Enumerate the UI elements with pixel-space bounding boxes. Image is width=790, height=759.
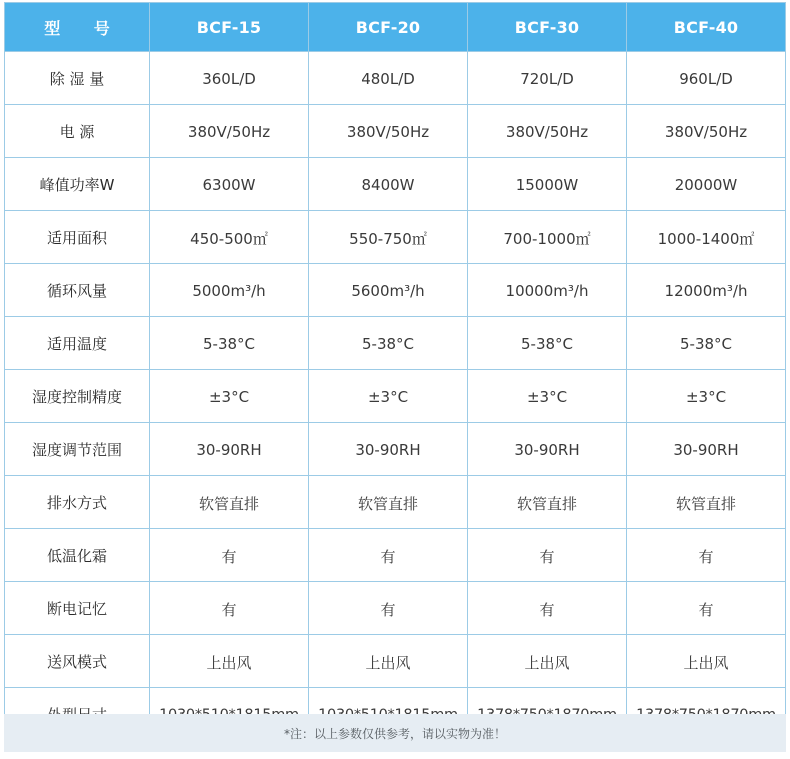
row-label: 低温化霜: [5, 529, 150, 582]
table-cell: 有: [468, 582, 627, 635]
spec-table: [4, 2, 786, 741]
row-label: 适用温度: [5, 317, 150, 370]
table-cell: 700-1000㎡: [468, 211, 627, 264]
table-cell: 软管直排: [309, 476, 468, 529]
table-cell: 960L/D: [627, 52, 786, 105]
table-cell: 550-750㎡: [309, 211, 468, 264]
table-cell: ±3°C: [627, 370, 786, 423]
table-row: [5, 317, 786, 370]
table-cell: 1000-1400㎡: [627, 211, 786, 264]
table-cell: 软管直排: [468, 476, 627, 529]
table-cell: 5-38°C: [309, 317, 468, 370]
table-cell: 上出风: [468, 635, 627, 688]
header-model: BCF-20: [309, 3, 468, 52]
table-cell: 450-500㎡: [150, 211, 309, 264]
table-cell: 5-38°C: [150, 317, 309, 370]
table-cell: 有: [309, 582, 468, 635]
row-label: 排水方式: [5, 476, 150, 529]
table-cell: 6300W: [150, 158, 309, 211]
table-cell: 上出风: [150, 635, 309, 688]
table-cell: 有: [150, 582, 309, 635]
table-cell: 有: [468, 529, 627, 582]
row-label: 循环风量: [5, 264, 150, 317]
table-cell: ±3°C: [309, 370, 468, 423]
table-row: [5, 52, 786, 105]
row-label: 送风模式: [5, 635, 150, 688]
table-row: [5, 476, 786, 529]
table-cell: 380V/50Hz: [150, 105, 309, 158]
row-label: 电 源: [5, 105, 150, 158]
table-cell: 30-90RH: [627, 423, 786, 476]
table-cell: 380V/50Hz: [468, 105, 627, 158]
row-label: 湿度调节范围: [5, 423, 150, 476]
table-cell: 上出风: [309, 635, 468, 688]
table-cell: 软管直排: [150, 476, 309, 529]
table-cell: 360L/D: [150, 52, 309, 105]
table-row: [5, 370, 786, 423]
table-cell: 10000m³/h: [468, 264, 627, 317]
spec-table-body: [5, 52, 786, 741]
table-cell: 15000W: [468, 158, 627, 211]
header-label: 型 号: [5, 3, 150, 52]
footnote: *注：以上参数仅供参考，请以实物为准！: [4, 714, 786, 752]
table-row: [5, 105, 786, 158]
table-cell: 5600m³/h: [309, 264, 468, 317]
row-label: 除 湿 量: [5, 52, 150, 105]
table-row: [5, 582, 786, 635]
table-cell: 5-38°C: [627, 317, 786, 370]
table-cell: 480L/D: [309, 52, 468, 105]
table-cell: 5000m³/h: [150, 264, 309, 317]
header-model: BCF-15: [150, 3, 309, 52]
table-cell: 380V/50Hz: [627, 105, 786, 158]
table-cell: 8400W: [309, 158, 468, 211]
table-cell: 720L/D: [468, 52, 627, 105]
table-cell: 12000m³/h: [627, 264, 786, 317]
row-label: 峰值功率W: [5, 158, 150, 211]
table-cell: 380V/50Hz: [309, 105, 468, 158]
table-row: [5, 635, 786, 688]
table-cell: 上出风: [627, 635, 786, 688]
table-cell: 30-90RH: [309, 423, 468, 476]
table-cell: 有: [627, 529, 786, 582]
table-cell: 有: [627, 582, 786, 635]
header-row: [5, 3, 786, 52]
table-cell: ±3°C: [468, 370, 627, 423]
table-cell: ±3°C: [150, 370, 309, 423]
table-cell: 20000W: [627, 158, 786, 211]
table-row: [5, 423, 786, 476]
table-cell: 有: [309, 529, 468, 582]
table-row: [5, 211, 786, 264]
header-model: BCF-40: [627, 3, 786, 52]
table-cell: 有: [150, 529, 309, 582]
table-row: [5, 264, 786, 317]
row-label: 断电记忆: [5, 582, 150, 635]
table-row: [5, 158, 786, 211]
table-cell: 30-90RH: [468, 423, 627, 476]
table-cell: 软管直排: [627, 476, 786, 529]
table-cell: 5-38°C: [468, 317, 627, 370]
spec-table-header: [5, 3, 786, 52]
row-label: 适用面积: [5, 211, 150, 264]
table-cell: 30-90RH: [150, 423, 309, 476]
header-model: BCF-30: [468, 3, 627, 52]
table-row: [5, 529, 786, 582]
row-label: 湿度控制精度: [5, 370, 150, 423]
